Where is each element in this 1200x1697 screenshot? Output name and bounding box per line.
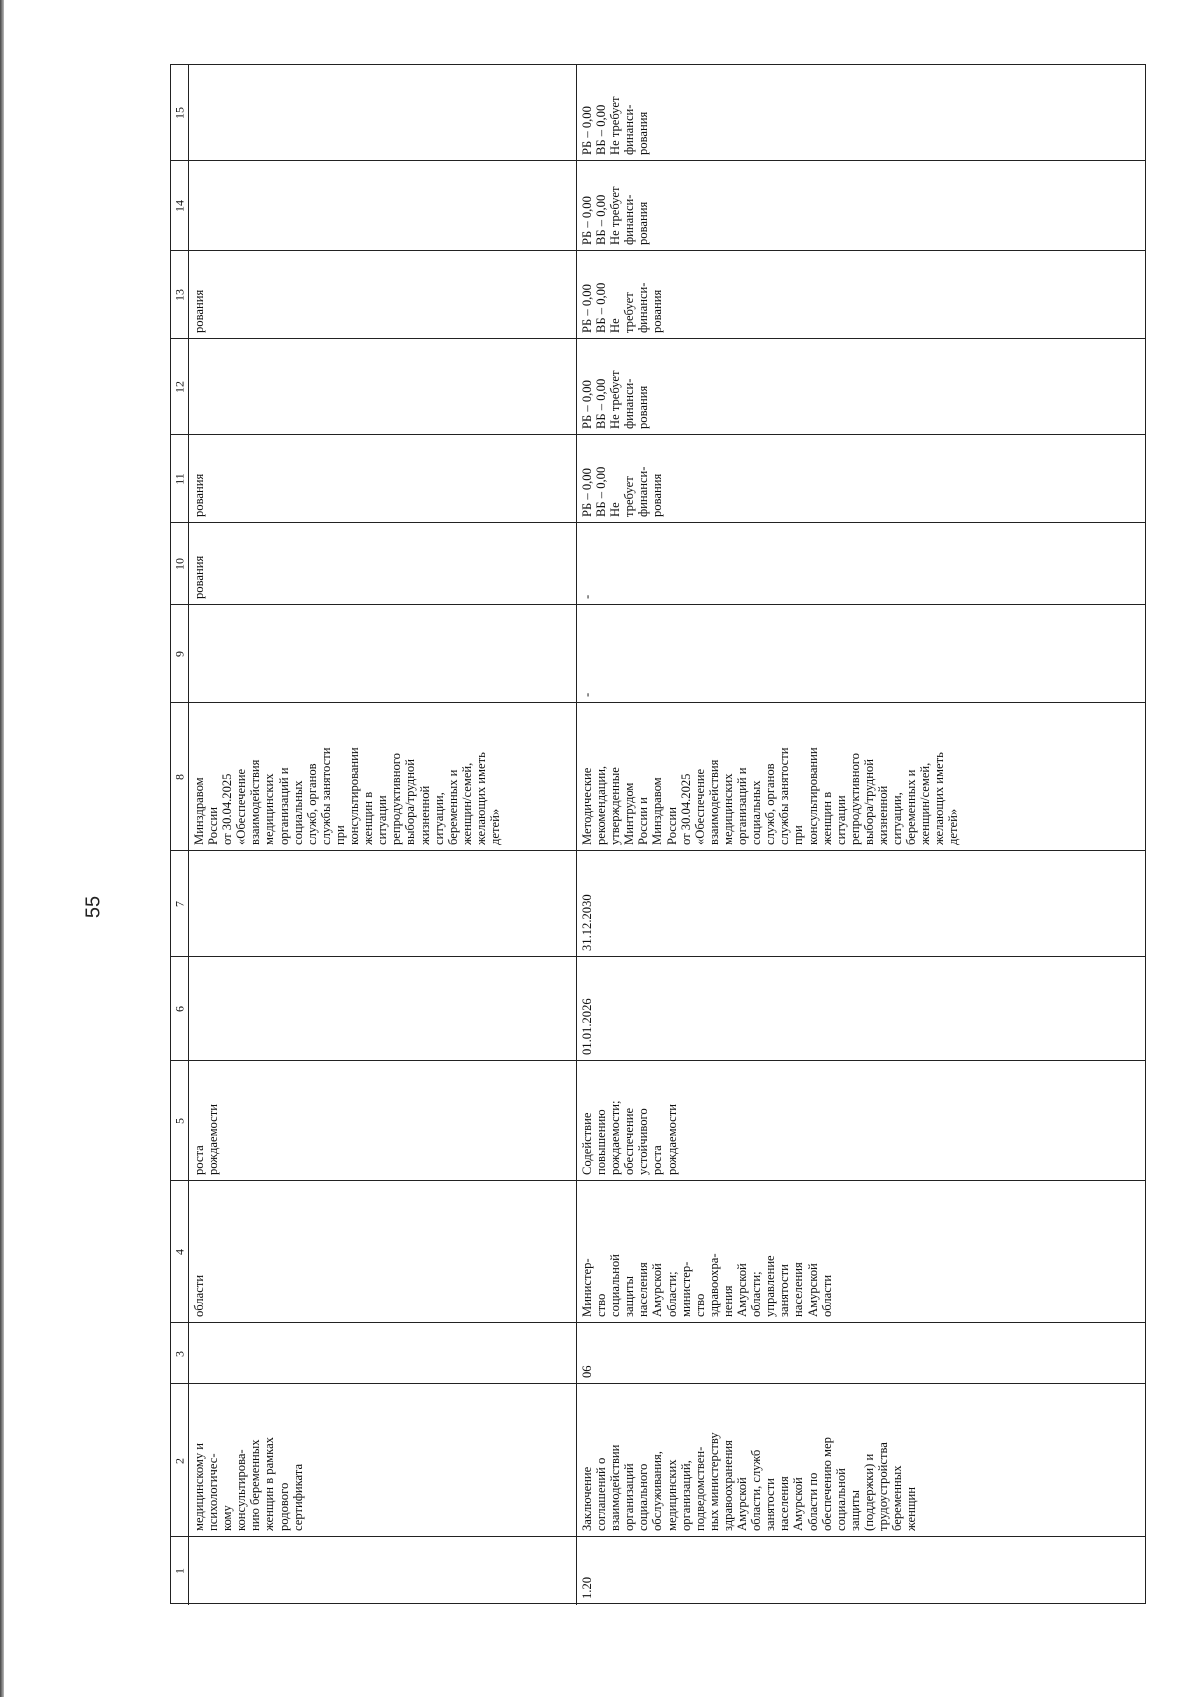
table-cell	[576, 1537, 1147, 1605]
cell-text: РБ – 0,00 ВБ – 0,00 Не требует финанси- рования	[580, 282, 665, 333]
column-header	[171, 1323, 188, 1384]
cell-text: области	[192, 1274, 206, 1317]
table-cell	[576, 1061, 1147, 1181]
column-header	[171, 1181, 188, 1323]
table-cell	[188, 1323, 576, 1384]
scan-edge	[0, 0, 4, 1697]
column-header	[171, 65, 188, 161]
cell-text: РБ – 0,00 ВБ – 0,00 Не требует финанси- рования	[580, 370, 651, 429]
table-cell	[188, 851, 576, 957]
column-header	[171, 605, 188, 703]
cell-text: медицинскому и психологичес- кому консультирова- нию беременных женщин в рамках родового сертификата	[192, 1437, 305, 1531]
column-header	[171, 339, 188, 435]
cell-text: РБ – 0,00 ВБ – 0,00 Не требует финанси- рования	[580, 96, 651, 155]
table-cell	[576, 339, 1147, 435]
cell-text: 1.20	[580, 1576, 594, 1599]
table-cell	[188, 65, 576, 161]
column-header-label: 4	[172, 1249, 186, 1255]
column-header	[171, 161, 188, 251]
table-cell	[188, 1537, 576, 1605]
column-header-label: 8	[172, 774, 186, 780]
table-cell	[188, 523, 576, 605]
table-column-11	[171, 435, 1145, 523]
table-cell	[576, 851, 1147, 957]
table-cell	[188, 605, 576, 703]
cell-text: 01.01.2026	[580, 998, 594, 1055]
column-header-label: 3	[172, 1350, 186, 1357]
column-header-label: 2	[172, 1457, 186, 1464]
table-column-1	[171, 1537, 1145, 1605]
table-cell	[188, 1061, 576, 1181]
column-header-label: 10	[172, 558, 186, 570]
column-header-label: 13	[172, 289, 186, 301]
table-cell	[576, 1384, 1147, 1537]
table-column-14	[171, 161, 1145, 251]
table-column-6	[171, 957, 1145, 1061]
cell-text: рования	[192, 473, 206, 517]
table-cell	[188, 161, 576, 251]
table-column-10	[171, 523, 1145, 605]
table-column-8	[171, 703, 1145, 851]
cell-text: рования	[192, 555, 206, 599]
cell-text: 06	[580, 1365, 594, 1378]
column-header	[171, 1537, 188, 1605]
column-header-label: 15	[172, 107, 186, 119]
column-header-label: 6	[172, 1006, 186, 1012]
table-column-15	[171, 65, 1145, 161]
table-cell	[576, 161, 1147, 251]
table-column-12	[171, 339, 1145, 435]
cell-text: Минздравом России от 30.04.2025 «Обеспечение взаимодействия медицинских организаций и социальных служб, органов службы занятости при консультировании женщин в ситуации репродуктивного выбора/трудной жизненной ситуации, беременных и женщин/семей, желающих иметь детей»	[192, 747, 502, 845]
table-column-13	[171, 251, 1145, 339]
column-header-label: 9	[172, 651, 186, 657]
column-header	[171, 957, 188, 1061]
cell-text: РБ – 0,00 ВБ – 0,00 Не требует финанси- рования	[580, 186, 651, 245]
column-header-label: 14	[172, 200, 186, 212]
table-cell	[188, 703, 576, 851]
table-cell	[576, 251, 1147, 339]
table-column-5	[171, 1061, 1145, 1181]
column-header	[171, 851, 188, 957]
column-header-label: 12	[172, 381, 186, 393]
table-cell	[188, 957, 576, 1061]
table-cell	[576, 703, 1147, 851]
page-number	[84, 887, 104, 927]
table-cell	[576, 1181, 1147, 1323]
cell-text: Заключение соглашений о взаимодействии организаций социального обслуживания, медицинских организаций, подведомствен- ных министерству здравоохранения Амурской области, служб занятости населения Амурской области по обеспечению мер социальной защиты (поддержки) и трудоустройства беременных женщин	[580, 1432, 919, 1531]
column-header-label: 11	[172, 473, 186, 485]
table-column-3	[171, 1323, 1145, 1384]
cell-text: РБ – 0,00 ВБ – 0,00 Не требует финанси- рования	[580, 466, 665, 517]
table-cell	[188, 1384, 576, 1537]
table-cell	[576, 1323, 1147, 1384]
column-header	[171, 703, 188, 851]
cell-text: рования	[192, 289, 206, 333]
column-header	[171, 1061, 188, 1181]
cell-text: 31.12.2030	[580, 894, 594, 951]
cell-text: -	[580, 692, 594, 697]
column-header	[171, 1384, 188, 1537]
column-header-label: 1	[172, 1568, 186, 1574]
table-column-4	[171, 1181, 1145, 1323]
table-cell	[188, 339, 576, 435]
column-header	[171, 523, 188, 605]
document-table	[170, 64, 1146, 1604]
table-column-7	[171, 851, 1145, 957]
table-cell	[576, 523, 1147, 605]
table-cell	[188, 251, 576, 339]
page-number-text: 55	[82, 895, 105, 919]
table-cell	[188, 435, 576, 523]
cell-text: -	[580, 594, 594, 599]
table-cell	[188, 1181, 576, 1323]
table-column-2	[171, 1384, 1145, 1537]
cell-text: роста рождаемости	[192, 1104, 221, 1175]
column-header	[171, 251, 188, 339]
cell-text: Министер- ство социальной защиты населения Амурской области; министер- ство здравоохра- нения Амурской области; управление занятости населения Амурской области	[580, 1253, 834, 1317]
cell-text: Содействие повышению рождаемости; обеспечение устойчивого роста рождаемости	[580, 1100, 679, 1175]
table-column-9	[171, 605, 1145, 703]
column-header	[171, 435, 188, 523]
table-cell	[576, 957, 1147, 1061]
table-cell	[576, 65, 1147, 161]
table-cell	[576, 435, 1147, 523]
column-header-label: 7	[172, 901, 186, 907]
column-header-label: 5	[172, 1118, 186, 1124]
table-cell	[576, 605, 1147, 703]
cell-text: Методические рекомендации, утвержденные Минтрудом России и Минздравом России от 30.04.2025 «Обеспечение взаимодействия медицинских организаций и социальных служб, органов службы занятости при консультировании женщин в ситуации репродуктивного выбора/трудной жизненной ситуации, беременных и женщин/семей, желающих иметь детей»	[580, 747, 961, 845]
